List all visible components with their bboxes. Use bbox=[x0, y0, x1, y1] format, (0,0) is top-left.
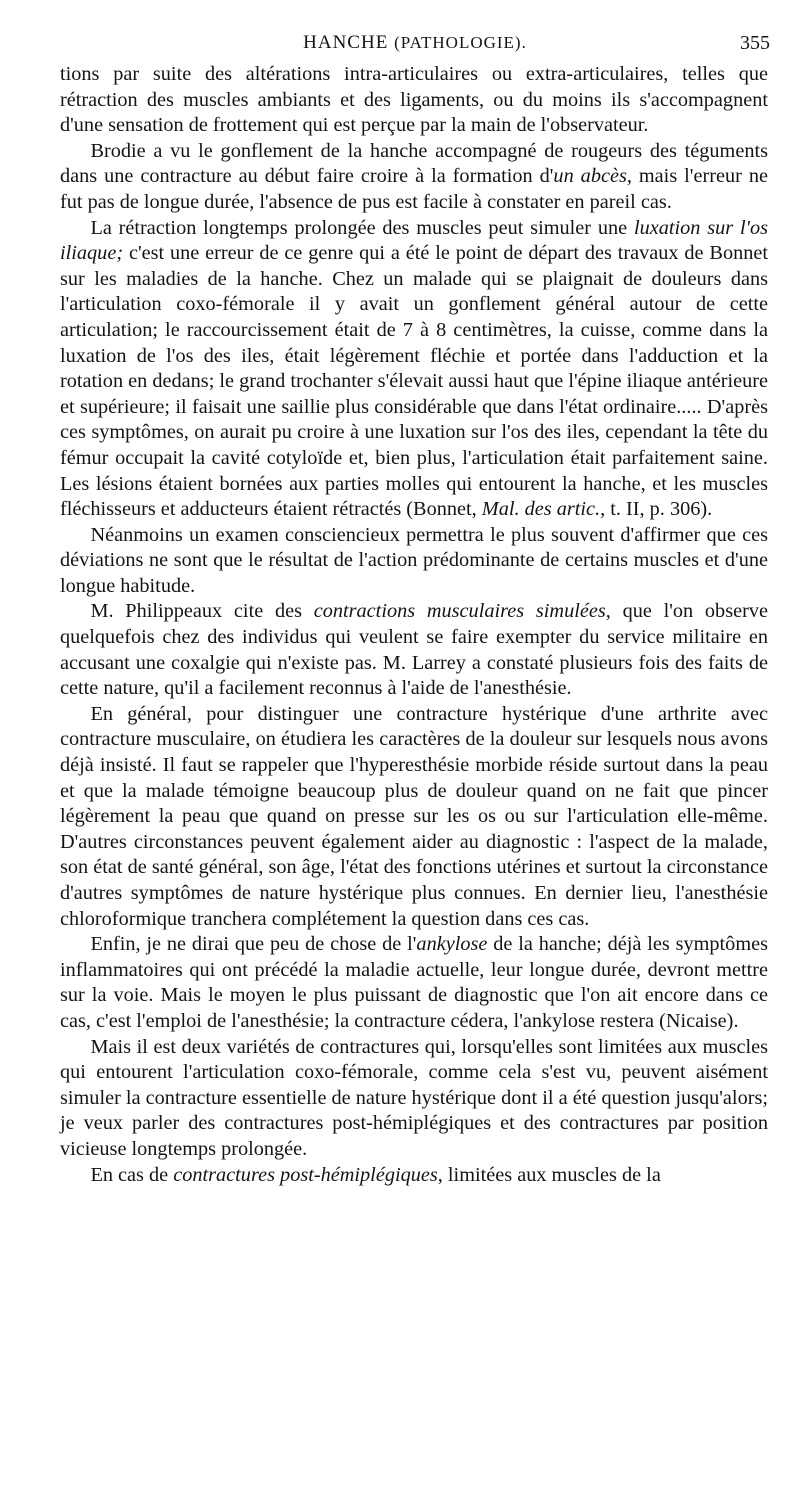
page-header bbox=[60, 30, 770, 60]
paragraph bbox=[60, 62, 768, 139]
italic-text: ankylose bbox=[416, 933, 488, 956]
text-segment: Brodie a vu le gonflement de la hanche accompagné de rougeurs des téguments dans une contracture au début faire croire à la formation d' bbox=[60, 139, 768, 188]
paragraph bbox=[60, 139, 768, 216]
text-segment: En général, pour distinguer une contracture hystérique d'une arthrite avec contracture musculaire, on étudiera les caractères de la douleur sur lesquels nous avons déjà insisté. Il faut se rappeler que l'hyperesthésie morbide réside surtout dans la peau et que la malade témoigne beaucoup plus de douleur quand on ne fait que pincer légèrement la peau que quand on presse sur les os ou sur l'articulation elle-même. D'autres circonstances peuvent également aider au diagnostic : l'aspect de la malade, son état de santé général, son âge, l'état des fonctions utérines et surtout la circonstance d'autres symptômes de nature hystérique plus connues. En dernier lieu, l'anesthésie chloroformique tranchera complétement la question dans ces cas. bbox=[60, 702, 768, 930]
italic-text: contractures post-hémiplégiques bbox=[173, 1163, 438, 1186]
running-title-sub: (PATHOLOGIE). bbox=[394, 33, 527, 52]
italic-text: Mal. des artic. bbox=[481, 498, 601, 521]
paragraph bbox=[60, 932, 768, 1034]
text-segment: Enfin, je ne dirai que peu de chose de l' bbox=[90, 933, 417, 956]
text-segment: de la hanche; déjà les symptômes inflammatoires qui ont précédé la maladie actuelle, leur longue durée, devront mettre sur la voie. Mais le moyen le plus puissant de diagnostic que l'on ait encore dans ce cas, c'est l'emploi de l'anesthésie; la contracture cédera, l'ankylose restera (Nicaise). bbox=[60, 933, 768, 1032]
paragraph bbox=[60, 523, 768, 600]
text-segment: M. Philippeaux cite des bbox=[90, 600, 314, 623]
text-segment: , que l'on observe quelquefois chez des individus qui veulent se faire exempter du service militaire en accusant une coxalgie qui n'existe pas. M. Larrey a constaté plusieurs fois des faits de cette nature, qu'il a facilement reconnus à l'aide de l'anesthésie. bbox=[60, 600, 768, 700]
text-segment: La rétraction longtemps prolongée des muscles peut simuler une bbox=[90, 216, 634, 239]
text-segment: , limitées aux muscles de la bbox=[437, 1163, 661, 1186]
paragraph bbox=[60, 599, 768, 701]
text-segment: c'est une erreur de ce genre qui a été le point de départ des travaux de Bonnet sur les maladies de la hanche. Chez un malade qui se plaignait de douleurs dans l'articulation coxo-fémorale il y avait un gonflement général autour de cette articulation; le raccourcissement était de 7 à 8 centimètres, la cuisse, comme dans la luxation de l'os des iles, était légèrement fléchie et portée dans l'adduction et la rotation en dedans; le grand trochanter s'élevait aussi haut que l'épine iliaque antérieure et supérieure; il faisait une saillie plus considérable que dans l'état ordinaire..... D'après ces symptômes, on aurait pu croire à une luxation sur l'os des iles, cependant la tête du fémur occupait la cavité cotyloïde et, bien plus, l'articulation était parfaitement saine. Les lésions étaient bornées aux parties molles qui entourent la hanche, et les muscles fléchisseurs et adducteurs étaient rétractés (Bonnet, bbox=[60, 242, 768, 521]
page-number: 355 bbox=[740, 32, 770, 54]
text-segment: tions par suite des altérations intra-articulaires ou extra-articulaires, telles que rétraction des muscles ambiants et des ligaments, ou du moins ils s'accompagnent d'une sensation de frottement qui est perçue par la main de l'observateur. bbox=[60, 63, 768, 137]
text-segment: En cas de bbox=[90, 1163, 174, 1186]
italic-text: luxation sur l'os iliaque; bbox=[60, 216, 768, 265]
paragraph bbox=[60, 702, 768, 932]
body-text bbox=[60, 62, 768, 1188]
text-segment: , t. II, p. 306). bbox=[600, 498, 713, 521]
italic-text: contractions musculaires simulées bbox=[313, 600, 606, 623]
paragraph bbox=[60, 1035, 768, 1163]
paragraph bbox=[60, 216, 768, 523]
running-title-main: HANCHE bbox=[303, 32, 389, 53]
text-segment: Mais il est deux variétés de contractures qui, lorsqu'elles sont limitées aux muscles qui entourent l'articulation coxo-fémorale, comme cela s'est vu, peuvent aisément simuler la contracture essentielle de nature hystérique dont il a été question jusqu'alors; je veux parler des contractures post-hémiplégiques et des contractures par position vicieuse longtemps prolongée. bbox=[60, 1035, 768, 1160]
italic-text: un abcès bbox=[553, 165, 627, 188]
paragraph bbox=[60, 1163, 768, 1189]
text-segment: , mais l'erreur ne fut pas de longue durée, l'absence de pus est facile à constater en pareil cas. bbox=[60, 165, 768, 213]
running-title bbox=[60, 32, 770, 54]
text-segment: Néanmoins un examen consciencieux permettra le plus souvent d'affirmer que ces déviations ne sont que le résultat de l'action prédominante de certains muscles et d'une longue habitude. bbox=[60, 523, 768, 597]
